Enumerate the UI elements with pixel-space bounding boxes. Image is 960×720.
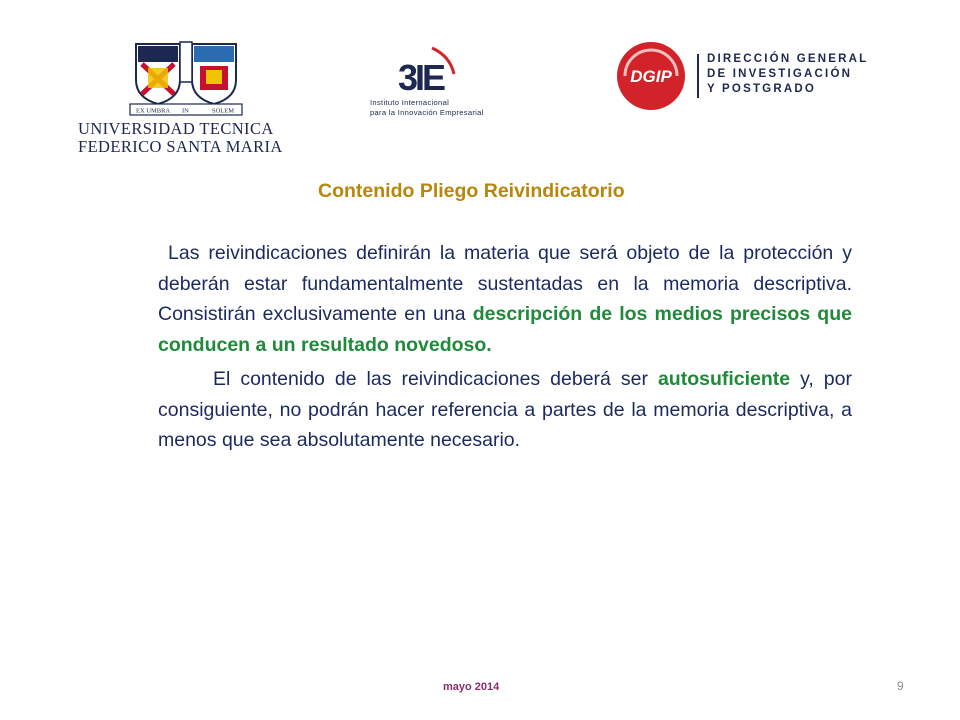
dgip-badge-icon	[615, 40, 687, 112]
paragraph-1-text: Las reivindicaciones definirán la materia que será objeto de la protección y deberán estar fundamentalmente sustentadas en la memoria descriptiva. Consistirán exclusivamente en una	[158, 242, 852, 325]
paragraph-2	[158, 364, 852, 456]
slide-title: Contenido Pliego Reivindicatorio	[318, 180, 625, 202]
usm-name-line1: UNIVERSIDAD TECNICA	[78, 119, 274, 138]
dgip-name	[707, 52, 877, 97]
iie-mark-icon	[392, 46, 472, 96]
paragraph-1-end: .	[486, 333, 492, 356]
iie-name-line2: para la Innovación Empresarial	[370, 108, 484, 117]
usm-crest-icon	[128, 40, 244, 116]
dgip-divider	[697, 54, 699, 98]
iie-logo	[370, 46, 530, 116]
paragraph-2-text: El contenido de las reivindicaciones deberá ser	[213, 368, 658, 390]
iie-name-line1: Instituto Internacional	[370, 98, 450, 107]
dgip-logo	[615, 40, 875, 120]
usm-name-line2: FEDERICO SANTA MARIA	[78, 137, 283, 156]
usm-motto-mid: IN	[182, 107, 189, 115]
usm-name	[78, 120, 284, 156]
paragraph-2-highlight: autosuficiente	[657, 368, 791, 390]
usm-motto-right: SOLEM	[212, 107, 235, 115]
usm-logo	[78, 40, 284, 158]
dgip-name-line1: DIRECCIÓN GENERAL	[707, 53, 869, 65]
footer-date: mayo 2014	[443, 681, 500, 693]
paragraph-2-end: y, por consiguiente, no podrán hacer referencia a partes de la memoria descriptiva, a menos que sea absolutamente necesario.	[158, 368, 852, 451]
usm-motto-left: EX UMBRA	[136, 107, 171, 115]
slide-body	[158, 238, 852, 456]
dgip-name-line2: DE INVESTIGACIÓN	[707, 68, 853, 80]
paragraph-1	[158, 238, 852, 360]
iie-name	[370, 98, 530, 118]
paragraph-1-highlight: descripción de los medios precisos que conducen a un resultado novedoso	[158, 303, 852, 356]
dgip-badge-text: DGIP	[630, 67, 672, 86]
dgip-name-line3: Y POSTGRADO	[707, 83, 816, 95]
page-number: 9	[897, 679, 904, 693]
iie-mark-text: 3IE	[398, 57, 444, 96]
